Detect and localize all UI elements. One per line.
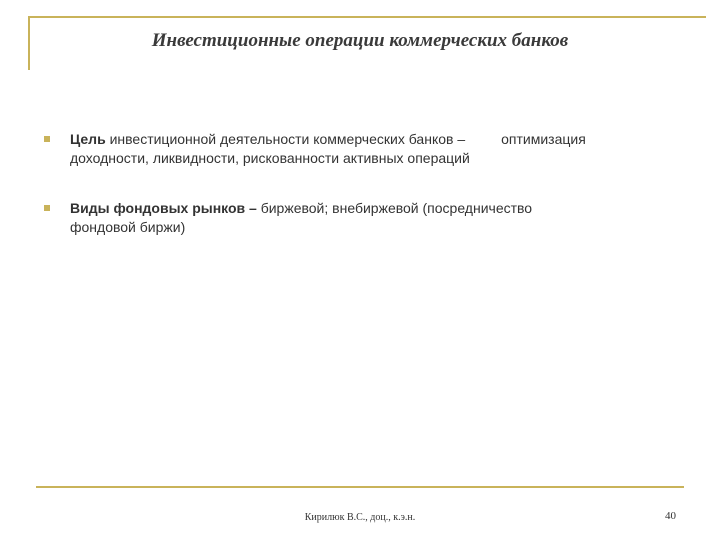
footer-divider — [36, 486, 684, 488]
bullet-lead: Цель — [70, 131, 106, 147]
bullet-item-market-types — [40, 199, 670, 237]
bullet-lead: Виды фондовых рынков – — [70, 200, 257, 216]
square-bullet-icon — [44, 136, 50, 142]
page-number: 40 — [665, 510, 676, 522]
bullet-text: биржевой; внебиржевой (посредничество — [256, 200, 533, 216]
bullet-text: инвестиционной деятельности коммерческих банков – — [105, 131, 466, 147]
square-bullet-icon — [44, 205, 50, 211]
bullet-text: оптимизация — [501, 131, 586, 147]
bullet-text: доходности, ликвидности, рискованности активных операций — [70, 150, 470, 166]
bullet-text: фондовой биржи) — [70, 219, 186, 235]
bullet-list — [40, 130, 670, 268]
bullet-item-goal — [40, 130, 670, 168]
footer-author: Кирилюк В.С., доц., к.э.н. — [304, 512, 416, 523]
slide-title: Инвестиционные операции коммерческих банков — [151, 30, 569, 51]
